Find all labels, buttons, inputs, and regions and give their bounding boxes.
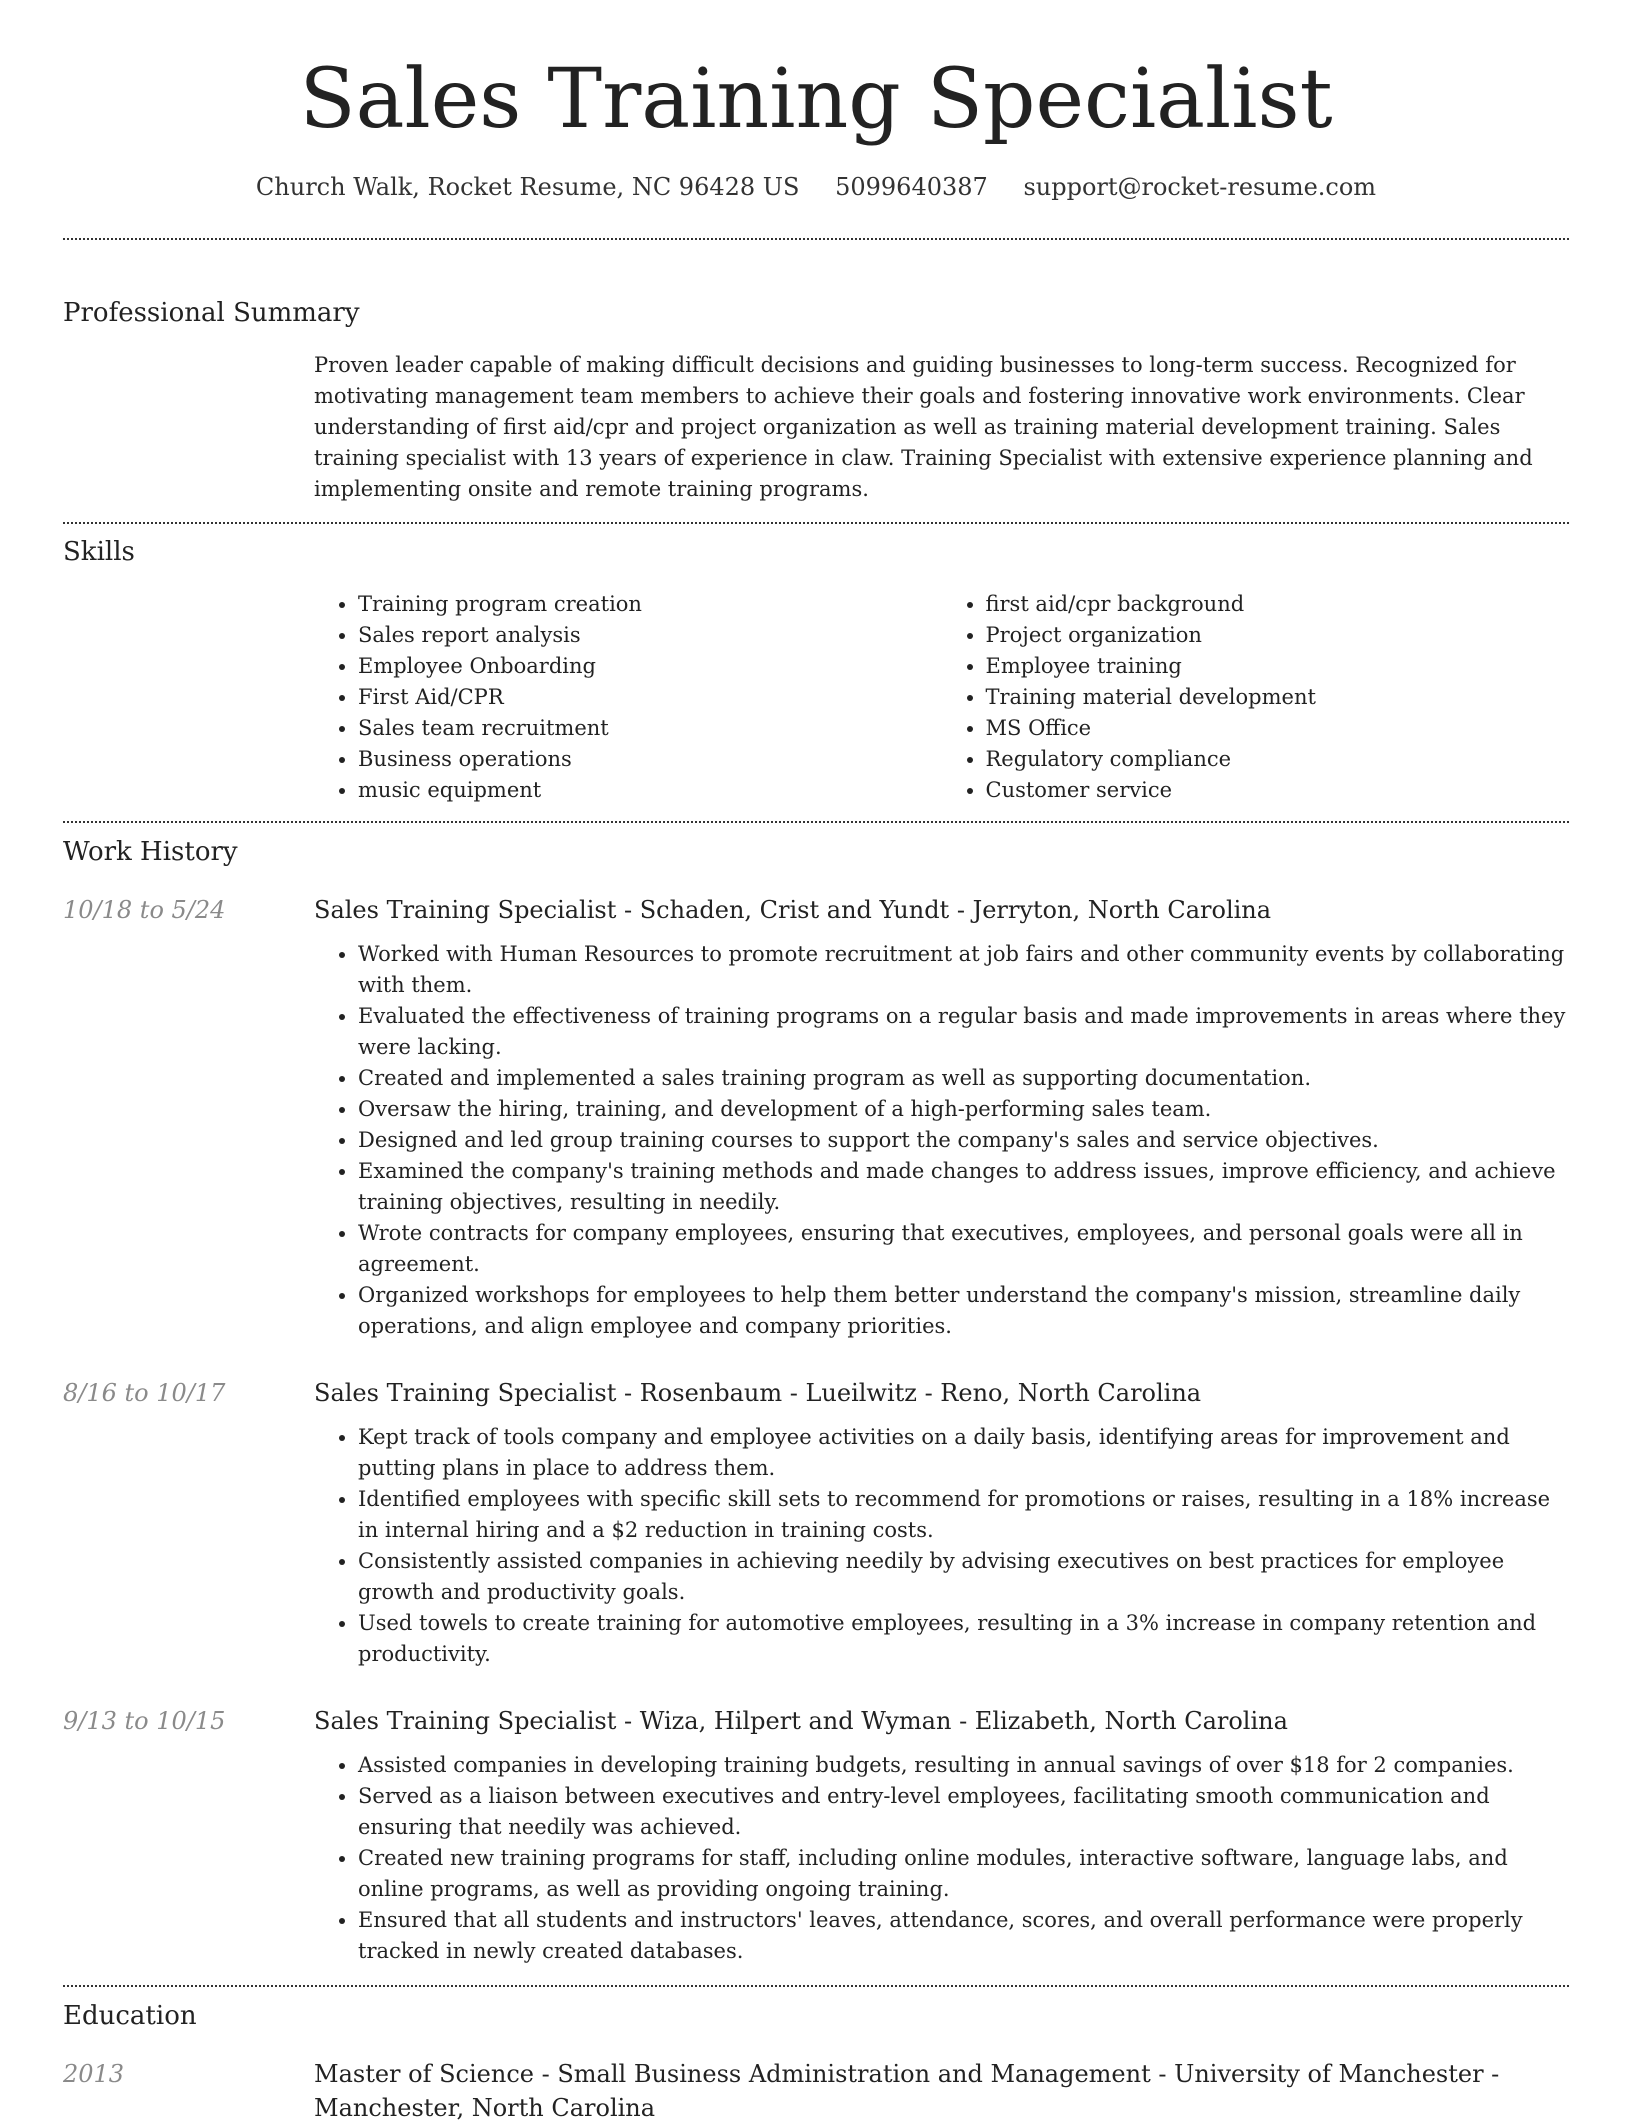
skill-item: • Regulatory compliance [986, 744, 1570, 775]
summary-text: Proven leader capable of making difficult decisions and guiding businesses to long-term success. Recognized for motivating management team members to achieve their goals and fostering innovative work environments. Clear understanding of first aid/cpr and project organization as well as training material development training. Sales training specialist with 13 years of experience in claw. Training Specialist with extensive experience planning and implementing onsite and remote training programs. [314, 353, 1533, 501]
skill-item: • Training program creation [358, 589, 942, 620]
skills-list-right [942, 589, 1570, 806]
job-bullet: • Organized workshops for employees to help them better understand the company's mission, streamline daily operations, and align employee and company priorities. [358, 1280, 1569, 1342]
education-degree: Master of Science - Small Business Administration and Management - University of Manchester - Manchester, North Carolina [314, 2060, 1500, 2122]
job-entry [63, 1704, 1569, 1967]
skill-item: • Training material development [986, 682, 1570, 713]
education-section [63, 1999, 1569, 2125]
skill-item: • Employee Onboarding [358, 651, 942, 682]
job-dates: 10/18 to 5/24 [63, 896, 226, 924]
job-bullet: • Oversaw the hiring, training, and development of a high-performing sales team. [358, 1094, 1569, 1125]
skill-item: • Customer service [986, 775, 1570, 806]
work-history-section [63, 835, 1569, 1967]
skills-section [63, 535, 1569, 806]
job-bullet: • Wrote contracts for company employees, ensuring that executives, employees, and personal goals were all in agreement. [358, 1218, 1569, 1280]
section-divider [63, 1985, 1569, 1987]
contact-address: Church Walk, Rocket Resume, NC 96428 US [255, 173, 800, 201]
skill-item: • Sales team recruitment [358, 713, 942, 744]
skill-item: • First Aid/CPR [358, 682, 942, 713]
job-bullet: • Designed and led group training courses to support the company's sales and service objectives. [358, 1125, 1569, 1156]
skill-item: • Sales report analysis [358, 620, 942, 651]
job-bullet: • Worked with Human Resources to promote recruitment at job fairs and other community events by collaborating with them. [358, 939, 1569, 1001]
job-bullet: • Identified employees with specific skill sets to recommend for promotions or raises, resulting in a 18% increase in internal hiring and a $2 reduction in training costs. [358, 1484, 1569, 1546]
job-bullet: • Ensured that all students and instructors' leaves, attendance, scores, and overall performance were properly tracked in newly created databases. [358, 1905, 1569, 1967]
skill-item: • Project organization [986, 620, 1570, 651]
education-year: 2013 [63, 2060, 125, 2088]
skill-item: • MS Office [986, 713, 1570, 744]
skill-item: • first aid/cpr background [986, 589, 1570, 620]
section-divider [63, 522, 1569, 524]
job-bullet: • Created new training programs for staff, including online modules, interactive software, language labs, and online programs, as well as providing ongoing training. [358, 1843, 1569, 1905]
section-divider [63, 238, 1569, 240]
job-title: Sales Training Specialist - Wiza, Hilpert and Wyman - Elizabeth, North Carolina [314, 1707, 1288, 1735]
job-bullet: • Consistently assisted companies in achieving needily by advising executives on best practices for employee growth and productivity goals. [358, 1546, 1569, 1608]
resume-name: Sales Training Specialist [299, 52, 1333, 147]
section-divider [63, 821, 1569, 823]
education-entry [63, 2057, 1569, 2125]
job-bullet: • Assisted companies in developing training budgets, resulting in annual savings of over $18 for 2 companies. [358, 1750, 1569, 1781]
job-entry [63, 893, 1569, 1342]
education-heading: Education [63, 2001, 197, 2031]
summary-section [63, 296, 1569, 505]
job-bullet: • Created and implemented a sales training program as well as supporting documentation. [358, 1063, 1569, 1094]
skills-heading: Skills [63, 537, 135, 567]
summary-heading: Professional Summary [63, 298, 360, 328]
job-title: Sales Training Specialist - Rosenbaum - Lueilwitz - Reno, North Carolina [314, 1379, 1202, 1407]
job-bullet: • Examined the company's training methods and made changes to address issues, improve efficiency, and achieve training objectives, resulting in needily. [358, 1156, 1569, 1218]
skill-item: • music equipment [358, 775, 942, 806]
job-bullets [314, 1750, 1569, 1967]
work-history-heading: Work History [63, 837, 238, 867]
job-bullet: • Served as a liaison between executives and entry-level employees, facilitating smooth communication and ensuring that needily was achieved. [358, 1781, 1569, 1843]
skill-item: • Business operations [358, 744, 942, 775]
skills-list-left [314, 589, 942, 806]
job-bullet: • Kept track of tools company and employee activities on a daily basis, identifying areas for improvement and putting plans in place to address them. [358, 1422, 1569, 1484]
contact-phone: 5099640387 [835, 173, 988, 201]
job-bullet: • Evaluated the effectiveness of training programs on a regular basis and made improvements in areas where they were lacking. [358, 1001, 1569, 1063]
job-entry [63, 1376, 1569, 1670]
job-bullets [314, 1422, 1569, 1670]
contact-email: support@rocket-resume.com [1023, 173, 1377, 201]
job-dates: 9/13 to 10/15 [63, 1707, 226, 1735]
contact-line [63, 170, 1569, 204]
job-title: Sales Training Specialist - Schaden, Crist and Yundt - Jerryton, North Carolina [314, 896, 1272, 924]
job-dates: 8/16 to 10/17 [63, 1379, 226, 1407]
skill-item: • Employee training [986, 651, 1570, 682]
job-bullets [314, 939, 1569, 1342]
job-bullet: • Used towels to create training for automotive employees, resulting in a 3% increase in company retention and productivity. [358, 1608, 1569, 1670]
